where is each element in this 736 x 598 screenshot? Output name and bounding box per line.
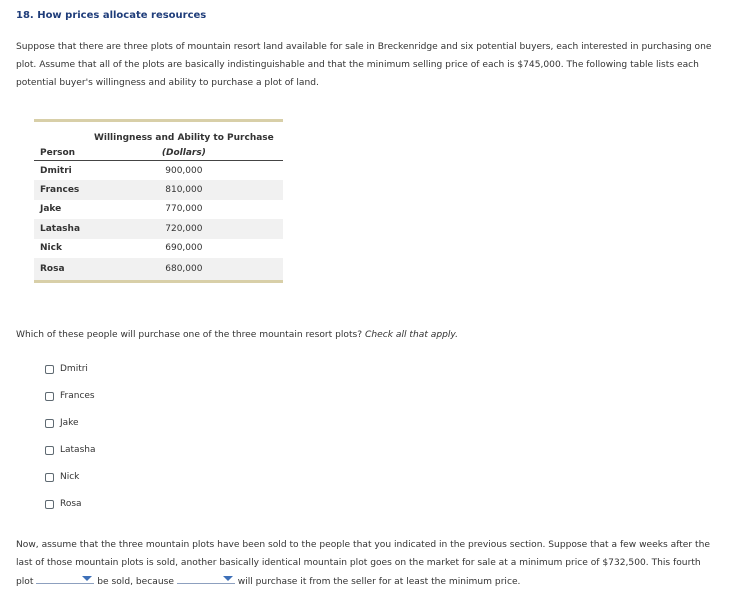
- option-label: Rosa: [60, 499, 82, 509]
- checkbox[interactable]: [45, 365, 54, 374]
- wtp-value: 720,000: [85, 219, 283, 238]
- intro-paragraph: Suppose that there are three plots of mountain resort land available for sale in Breckenridge and six potential buyers, each interested in purchasing one plot. Assume that all of the plots are basically indistinguishable and that the minimum selling price of each is $745,000. The following table lists each potential buyer's willingness and ability to purchase a plot of land.: [16, 42, 712, 88]
- wtp-value: 690,000: [165, 243, 203, 254]
- option-label: Frances: [60, 391, 95, 401]
- option-nick[interactable]: [45, 470, 79, 484]
- table-row: [34, 161, 283, 181]
- option-label: Jake: [60, 418, 79, 428]
- wtp-value: 810,000: [85, 180, 283, 199]
- table-row: [34, 239, 283, 258]
- buyer-dropdown[interactable]: [177, 572, 235, 584]
- checkbox[interactable]: [45, 446, 54, 455]
- checkbox[interactable]: [45, 473, 54, 482]
- option-label: Nick: [60, 472, 80, 482]
- option-jake[interactable]: [45, 416, 79, 430]
- option-rosa[interactable]: [45, 497, 82, 511]
- wtp-value: 900,000: [165, 165, 203, 176]
- wtp-column-header: Willingness and Ability to Purchase: [93, 133, 274, 143]
- person-name: Dmitri: [40, 165, 72, 176]
- wtp-value: 770,000: [165, 204, 203, 215]
- checkbox[interactable]: [45, 500, 54, 509]
- option-frances[interactable]: [45, 389, 95, 403]
- person-name: Frances: [34, 180, 85, 199]
- table-row: [34, 219, 283, 238]
- wtp-value: 680,000: [85, 258, 283, 280]
- person-column-header: Person: [34, 145, 85, 161]
- part1-instruction: Check all that apply.: [365, 330, 458, 340]
- option-dmitri[interactable]: [45, 362, 88, 376]
- table-row: [34, 258, 283, 280]
- chevron-down-icon: [223, 576, 233, 581]
- question-title: 18. How prices allocate resources: [16, 10, 207, 21]
- option-label: Latasha: [60, 445, 96, 455]
- option-latasha[interactable]: [45, 443, 95, 457]
- person-name: Nick: [40, 243, 62, 254]
- part1-prompt: Which of these people will purchase one of the three mountain resort plots? Check all that apply.: [16, 330, 458, 340]
- person-name: Rosa: [34, 258, 85, 280]
- table-row: [34, 200, 283, 219]
- person-name: Jake: [40, 204, 62, 215]
- checkbox[interactable]: [45, 392, 54, 401]
- buyers-table: [34, 119, 283, 283]
- unit-label: (Dollars): [85, 145, 283, 161]
- chevron-down-icon: [82, 576, 92, 581]
- part2-paragraph: Now, assume that the three mountain plots have been sold to the people that you indicated in the previous section. Suppose that a few weeks after the last of those mountain plots is sold, another basically identical mountain plot goes on the market for sale at a minimum price of $732,500. This fourth plot be sold, because will purchase it from the seller for at least the minimum price.: [16, 540, 710, 587]
- person-name: Latasha: [34, 219, 85, 238]
- table-row: [34, 180, 283, 199]
- checkbox[interactable]: [45, 419, 54, 428]
- option-label: Dmitri: [60, 364, 88, 374]
- will-be-sold-dropdown[interactable]: [36, 572, 94, 584]
